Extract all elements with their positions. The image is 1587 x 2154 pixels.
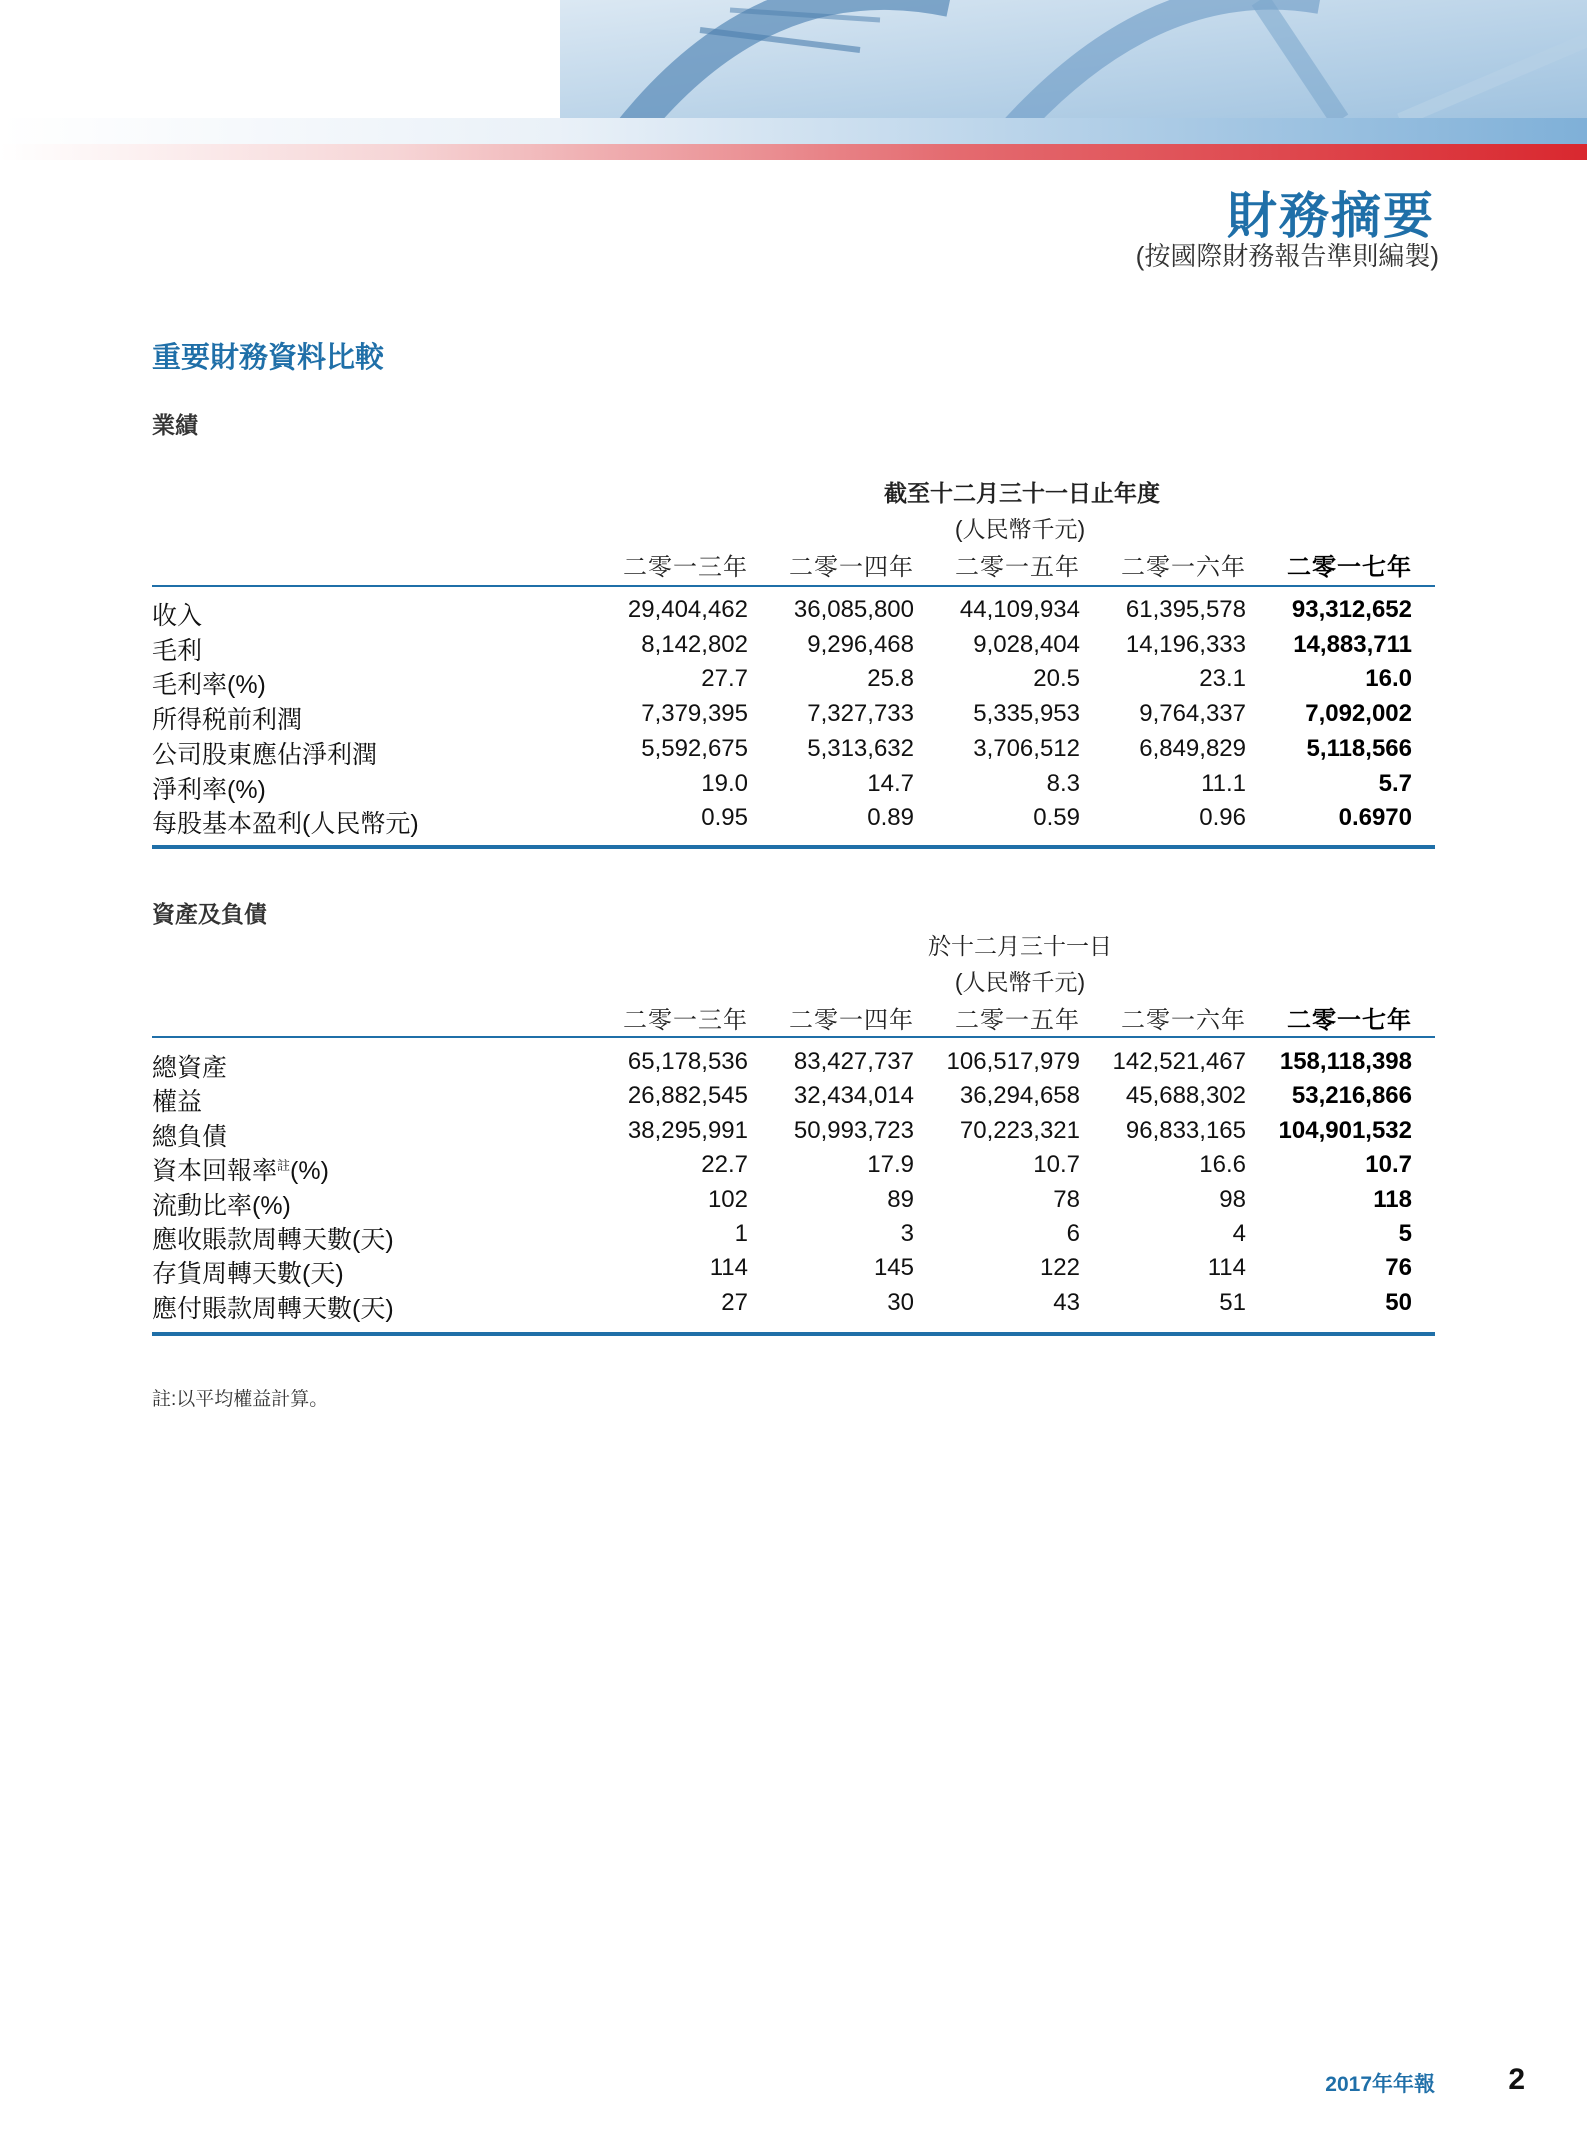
header-banner [0,0,1587,165]
table-cell: 96,833,165 [1125,1116,1246,1144]
table-cell: 122 [1039,1254,1080,1282]
row-label [152,804,419,840]
table-cell: 65,178,536 [627,1048,748,1075]
table-row [152,596,1435,630]
header-rule [152,585,1435,587]
table-cell: 45,688,302 [1125,1082,1246,1110]
row-label [152,1048,227,1084]
table-cell: 6,849,829 [1139,734,1246,762]
table-row [152,631,1435,665]
row-label-text: 每股基本盈利(人民幣元) [152,810,419,839]
table-cell: 83,427,737 [793,1048,914,1075]
row-label [152,1082,202,1118]
page-number: 2 [1508,2063,1525,2096]
row-label-text: 應付賬款周轉天數(天) [152,1294,394,1323]
table-row [152,735,1435,769]
table-cell: 23.1 [1199,665,1246,693]
table-cell: 93,312,652 [1291,596,1412,623]
year-header: 二零一三年 [623,554,748,581]
table-cell: 98 [1219,1185,1246,1213]
table-cell: 114 [709,1254,748,1282]
row-label [152,1151,329,1187]
table-cell: 9,296,468 [807,630,914,658]
table-cell: 6 [1066,1220,1080,1247]
row-label [152,1117,227,1153]
row-label [152,700,302,736]
table-row [152,1186,1435,1220]
table-cell: 8,142,802 [641,630,748,658]
footnote: 註:以平均權益計算。 [152,1389,329,1410]
table-cell: 44,109,934 [959,596,1080,623]
page-subtitle: (按國際財務報告準則編製) [1135,241,1439,271]
row-label [152,1186,291,1222]
table-cell: 27.7 [701,665,748,693]
table-cell: 26,882,545 [627,1082,748,1110]
table-cell: 16.0 [1365,665,1412,693]
table-cell: 11.1 [1201,769,1246,797]
table-cell: 0.59 [1033,804,1080,832]
page-title: 財務摘要 [1227,188,1435,244]
results-unit: (人民幣千元) [954,516,1086,542]
table-cell: 5,335,953 [973,700,1080,728]
row-label-text: 淨利率(%) [152,775,266,804]
table-cell: 3 [900,1220,914,1247]
table-row [152,1151,1435,1185]
row-label-text: 權益 [152,1088,203,1117]
row-label [152,631,202,667]
balance-unit: (人民幣千元) [954,969,1086,995]
table-row [152,1289,1435,1323]
table-cell: 89 [887,1185,914,1213]
balance-year-header [152,1000,1435,1040]
table-cell: 29,404,462 [627,596,748,623]
table-row [152,804,1435,838]
row-label [152,1220,394,1256]
bridge-photo-banner [0,0,1587,165]
table-cell: 32,434,014 [793,1082,914,1110]
table-cell: 19.0 [701,769,748,797]
row-label-text: 總資產 [152,1054,228,1082]
table-row [152,665,1435,699]
table-cell: 9,028,404 [973,630,1080,658]
row-label-text: 毛利 [152,636,203,665]
header-rule [152,1036,1435,1038]
year-header-current: 二零一七年 [1287,554,1412,581]
table-row [152,1117,1435,1151]
row-label-text: 毛利率(%) [152,671,266,700]
footer-report-title: 2017年年報 [1325,2073,1435,2096]
table-bottom-rule [152,845,1435,849]
year-header: 二零一四年 [789,1007,914,1034]
table-row [152,1082,1435,1116]
table-cell: 16.6 [1199,1151,1246,1179]
row-label-text: 收入 [152,602,203,630]
table-cell: 145 [873,1254,914,1282]
table-cell: 104,901,532 [1278,1116,1412,1144]
year-header: 二零一六年 [1121,554,1246,581]
year-header: 二零一五年 [955,1007,1080,1034]
table-cell: 10.7 [1033,1151,1080,1179]
row-label-text: 流動比率(%) [152,1191,291,1220]
table-cell: 36,085,800 [793,596,914,623]
table-row [152,770,1435,804]
results-year-header [152,547,1435,587]
section-title: 重要財務資料比較 [152,342,385,374]
table-cell: 9,764,337 [1139,700,1246,728]
row-label-text: 總負債 [152,1122,228,1151]
table-cell: 14,196,333 [1125,630,1246,658]
balance-period: 於十二月三十一日 [928,933,1112,959]
table-cell: 14.7 [867,769,914,797]
table-cell: 142,521,467 [1112,1048,1246,1075]
table-cell: 0.96 [1199,804,1246,832]
table-row [152,1220,1435,1254]
row-label [152,770,266,806]
year-header: 二零一五年 [955,554,1080,581]
table-cell: 38,295,991 [627,1116,748,1144]
year-header: 二零一三年 [623,1007,748,1034]
table-cell: 0.6970 [1338,804,1412,832]
table-cell: 78 [1053,1185,1080,1213]
note-mark: 註 [277,1158,291,1174]
table-cell: 17.9 [867,1151,914,1179]
table-cell: 61,395,578 [1125,596,1246,623]
table-cell: 10.7 [1365,1151,1412,1179]
table-cell: 8.3 [1046,769,1080,797]
table-cell: 50,993,723 [793,1116,914,1144]
table-cell: 102 [707,1185,748,1213]
table-cell: 118 [1373,1185,1412,1213]
table-cell: 50 [1385,1288,1412,1316]
row-label [152,735,377,771]
table-cell: 5 [1398,1220,1412,1247]
table-cell: 20.5 [1033,665,1080,693]
table-cell: 30 [887,1288,914,1316]
table-cell: 7,092,002 [1305,700,1412,728]
table-cell: 22.7 [701,1151,748,1179]
row-label [152,1254,344,1290]
table-cell: 36,294,658 [959,1082,1080,1110]
row-label [152,1289,394,1325]
results-heading: 業績 [152,412,198,438]
results-period: 截至十二月三十一日止年度 [884,480,1160,506]
table-cell: 25.8 [867,665,914,693]
row-label-text: 公司股東應佔淨利潤 [152,740,378,769]
table-row [152,700,1435,734]
year-header-current: 二零一七年 [1287,1007,1412,1034]
table-cell: 7,379,395 [641,700,748,728]
table-row [152,1048,1435,1082]
row-label-text: 資本回報率 [152,1157,278,1186]
table-cell: 14,883,711 [1293,630,1412,658]
row-label-text: 所得税前利潤 [152,706,303,735]
table-cell: 5.7 [1378,769,1412,797]
table-cell: 158,118,398 [1279,1048,1412,1075]
table-cell: 106,517,979 [946,1048,1080,1075]
table-cell: 27 [721,1288,748,1316]
table-cell: 53,216,866 [1291,1082,1412,1110]
row-label-text: 存貨周轉天數(天) [152,1260,344,1289]
year-header: 二零一六年 [1121,1007,1246,1034]
table-cell: 0.95 [701,804,748,832]
table-cell: 70,223,321 [959,1116,1080,1144]
table-bottom-rule [152,1332,1435,1336]
table-cell: 114 [1207,1254,1246,1282]
balance-heading: 資產及負債 [152,901,267,927]
row-label [152,596,202,632]
table-cell: 7,327,733 [807,700,914,728]
row-label-text: 應收賬款周轉天數(天) [152,1226,394,1254]
table-cell: 43 [1053,1288,1080,1316]
table-cell: 3,706,512 [973,734,1080,762]
table-cell: 76 [1385,1254,1412,1282]
table-cell: 0.89 [867,804,914,832]
label-suffix: (%) [290,1157,329,1186]
table-cell: 5,118,566 [1306,734,1412,762]
year-header: 二零一四年 [789,554,914,581]
table-cell: 5,592,675 [641,734,748,762]
table-cell: 5,313,632 [807,734,914,762]
table-cell: 51 [1219,1288,1246,1316]
table-cell: 4 [1232,1220,1246,1247]
row-label [152,665,266,701]
table-row [152,1254,1435,1288]
table-cell: 1 [734,1220,748,1247]
